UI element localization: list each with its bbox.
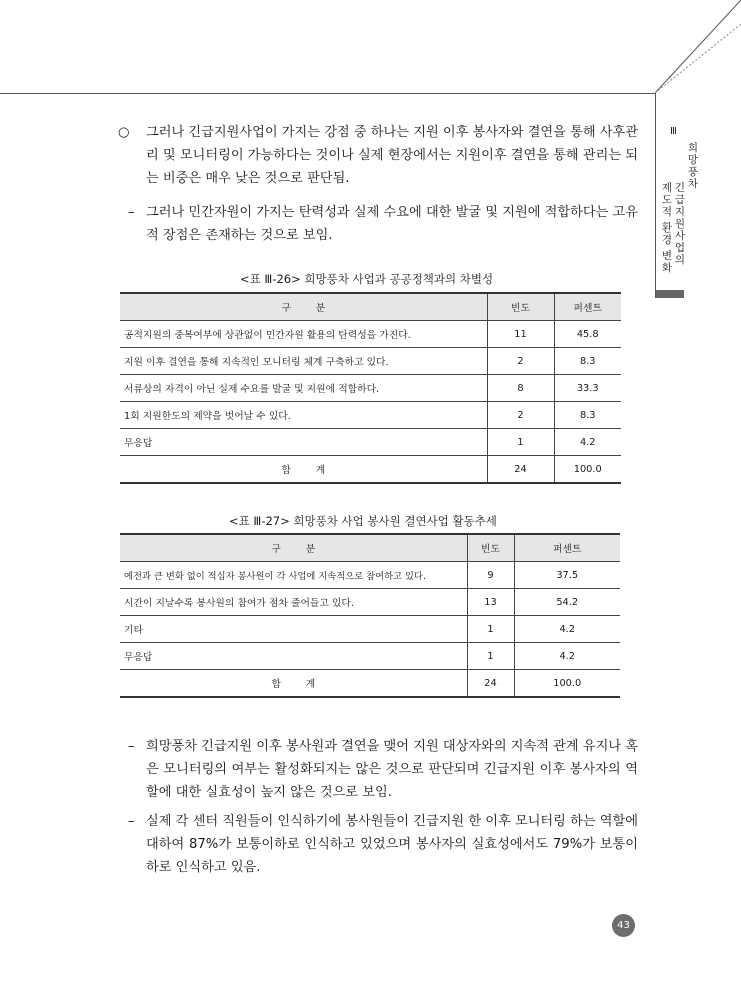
table27-total-row xyxy=(120,670,620,698)
table-row xyxy=(120,375,621,402)
chapter-title-col2: 긴급지원사업의 xyxy=(674,182,686,266)
table26-total-row xyxy=(120,456,621,484)
table-row xyxy=(120,589,620,616)
table-cell-percent: 8.3 xyxy=(554,402,621,429)
chapter-number: Ⅲ xyxy=(670,126,677,137)
table-cell-percent: 45.8 xyxy=(554,321,621,348)
table-cell-total-label: 합 계 xyxy=(120,670,467,698)
table27 xyxy=(120,533,620,698)
table27-caption: <표 Ⅲ-27> 희망풍차 사업 봉사원 결연사업 활동추세 xyxy=(229,514,497,528)
table-cell-percent: 33.3 xyxy=(554,375,621,402)
table-cell-frequency: 2 xyxy=(487,348,554,375)
table-cell-label: 무응답 xyxy=(120,429,487,456)
table-row xyxy=(120,643,620,670)
table27-header-frequency: 빈도 xyxy=(467,534,514,562)
table-row xyxy=(120,429,621,456)
chapter-title-col3: 제도적 xyxy=(661,182,673,218)
table-cell-frequency: 11 xyxy=(487,321,554,348)
table-cell-label: 1회 지원한도의 제약을 벗어날 수 있다. xyxy=(120,402,487,429)
outro-dash-text-2: 실제 각 센터 직원들이 인식하기에 봉사원들이 긴급지원 한 이후 모니터링 하는 역할에 대하여 87%가 보통이하로 인식하고 있었으며 봉사자의 실효성에서도 79%가 보통이하로 인식하고 있음. xyxy=(146,814,638,875)
table-cell-label: 예전과 큰 변화 없이 적십자 봉사원이 각 사업에 지속적으로 참여하고 있다. xyxy=(120,562,467,589)
table27-header-category: 구 분 xyxy=(120,534,467,562)
table-cell-frequency: 2 xyxy=(487,402,554,429)
table-cell-total-label: 합 계 xyxy=(120,456,487,484)
table-cell-total-frequency: 24 xyxy=(487,456,554,484)
chapter-title-col1: 희망풍차 xyxy=(687,142,699,190)
table-row xyxy=(120,402,621,429)
side-rule xyxy=(655,93,656,298)
table-cell-total-percent: 100.0 xyxy=(554,456,621,484)
table-cell-percent: 4.2 xyxy=(554,429,621,456)
table-cell-percent: 4.2 xyxy=(514,643,620,670)
outro-dash-paragraph-1 xyxy=(128,735,638,804)
table-cell-label: 기타 xyxy=(120,616,467,643)
table-cell-total-percent: 100.0 xyxy=(514,670,620,698)
intro-bullet-paragraph xyxy=(118,121,638,190)
table-cell-percent: 37.5 xyxy=(514,562,620,589)
table-cell-label: 서류상의 자격이 아닌 실제 수요를 발굴 및 지원에 적합하다. xyxy=(120,375,487,402)
table26-header-frequency: 빈도 xyxy=(487,293,554,321)
table26-header-row xyxy=(120,293,621,321)
table-row xyxy=(120,321,621,348)
chapter-title-col5: 변화 xyxy=(661,250,673,274)
table-cell-label: 지원 이후 결연을 통해 지속적인 모니터링 체계 구축하고 있다. xyxy=(120,348,487,375)
table26 xyxy=(120,292,621,484)
table-cell-percent: 4.2 xyxy=(514,616,620,643)
outro-dash-paragraph-2 xyxy=(128,810,638,879)
dash-bullet-icon: – xyxy=(128,739,135,754)
table27-header-row xyxy=(120,534,620,562)
table-cell-frequency: 1 xyxy=(487,429,554,456)
table-cell-percent: 54.2 xyxy=(514,589,620,616)
dash-bullet-icon: – xyxy=(128,205,135,220)
table26-caption: <표 Ⅲ-26> 희망풍차 사업과 공공정책과의 차별성 xyxy=(240,272,494,286)
circle-bullet-icon: ○ xyxy=(118,125,130,140)
table-cell-total-frequency: 24 xyxy=(467,670,514,698)
table27-header-percent: 퍼센트 xyxy=(514,534,620,562)
table-cell-frequency: 1 xyxy=(467,616,514,643)
table26-header-category: 구 분 xyxy=(120,293,487,321)
page-number: 43 xyxy=(612,914,635,937)
intro-dash-text: 그러나 민간자원이 가지는 탄력성과 실제 수요에 대한 발굴 및 지원에 적합하다는 고유적 장점은 존재하는 것으로 보임. xyxy=(146,205,638,243)
table-cell-label: 무응답 xyxy=(120,643,467,670)
table-cell-frequency: 13 xyxy=(467,589,514,616)
table-row xyxy=(120,562,620,589)
table-cell-frequency: 9 xyxy=(467,562,514,589)
intro-dash-paragraph xyxy=(128,201,638,247)
chapter-title-col4: 환경 xyxy=(661,222,673,246)
table-cell-percent: 8.3 xyxy=(554,348,621,375)
table-cell-label: 공적지원의 중복여부에 상관없이 민간자원 활용의 탄력성을 가진다. xyxy=(120,321,487,348)
dash-bullet-icon: – xyxy=(128,814,135,829)
table-cell-label: 시간이 지날수록 봉사원의 참여가 점차 줄어들고 있다. xyxy=(120,589,467,616)
table-cell-frequency: 1 xyxy=(467,643,514,670)
table-row xyxy=(120,348,621,375)
table-cell-frequency: 8 xyxy=(487,375,554,402)
intro-bullet-text: 그러나 긴급지원사업이 가지는 강점 중 하나는 지원 이후 봉사자와 결연을 통해 사후관리 및 모니터링이 가능하다는 것이나 실제 현장에서는 지원이후 결연을 통해 관리는 되는 비중은 매우 낮은 것으로 판단됨. xyxy=(146,125,638,186)
table-row xyxy=(120,616,620,643)
chapter-tab-bar xyxy=(656,290,684,298)
outro-dash-text-1: 희망풍차 긴급지원 이후 봉사원과 결연을 맺어 지원 대상자와의 지속적 관계 유지나 혹은 모니터링의 여부는 활성화되지는 않은 것으로 판단되며 긴급지원 이후 봉사자의 역할에 대한 실효성이 높지 않은 것으로 보임. xyxy=(146,739,638,800)
table26-header-percent: 퍼센트 xyxy=(554,293,621,321)
